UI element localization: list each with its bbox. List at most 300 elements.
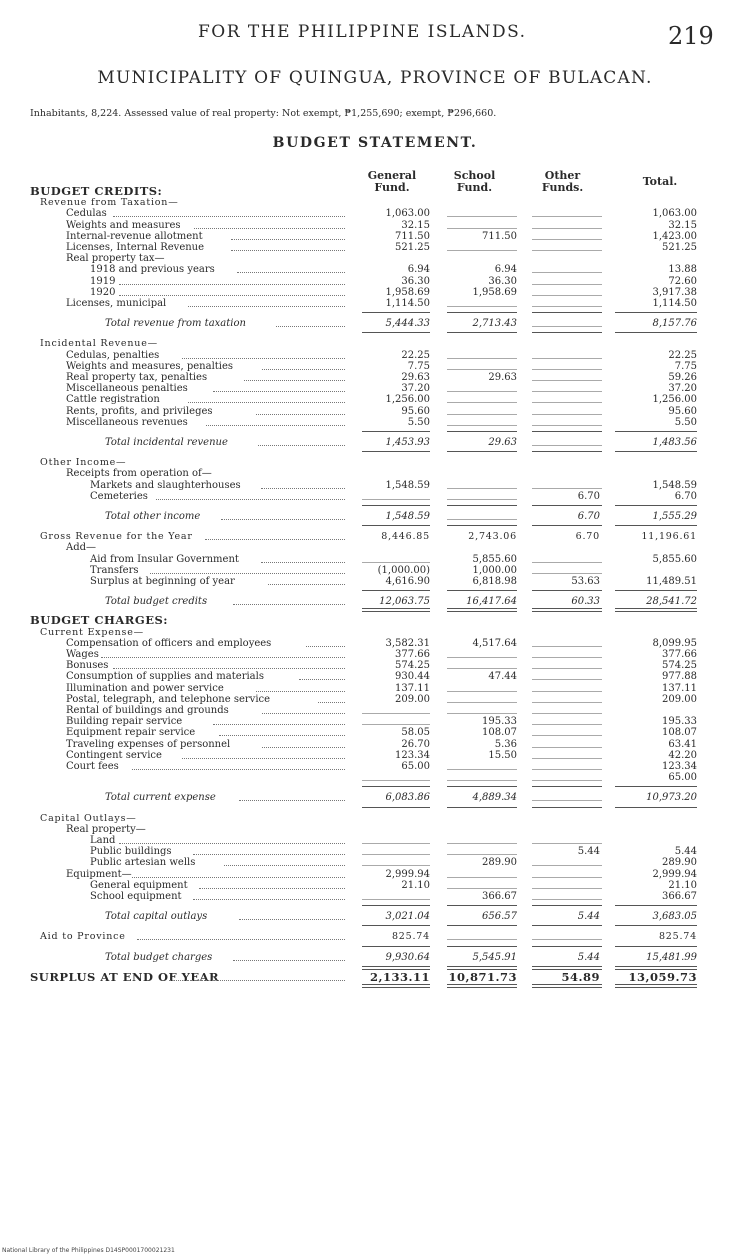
- row-label: Total capital outlays: [105, 911, 208, 923]
- column-rule: [615, 332, 697, 333]
- other-funds-cell: 5.44: [577, 911, 600, 923]
- table-row: [0, 846, 750, 857]
- school-fund-cell: 1,958.69: [472, 286, 517, 298]
- row-label: Transfers: [90, 564, 139, 576]
- table-row: [0, 857, 750, 868]
- school-fund-cell: 195.33: [482, 716, 517, 728]
- total-cell: 37.20: [668, 383, 697, 395]
- general-fund-cell: 8,446.85: [381, 531, 430, 543]
- row-label: Revenue from Taxation—: [40, 197, 179, 209]
- table-row: [0, 627, 750, 638]
- column-rule: [447, 807, 517, 808]
- column-rule: [362, 451, 430, 452]
- blank-entry-line: [532, 668, 602, 669]
- table-row: [0, 727, 750, 738]
- table-row: [0, 350, 750, 361]
- total-cell: 2,999.94: [652, 868, 697, 880]
- table-row: [0, 705, 750, 716]
- table-row: [0, 891, 750, 902]
- table-row: [0, 208, 750, 219]
- col-header-total: Total.: [642, 175, 678, 188]
- row-label: Incidental Revenue—: [40, 338, 158, 350]
- table-row: [0, 298, 750, 309]
- total-cell: 32.15: [668, 219, 697, 231]
- other-funds-cell: 6.70: [575, 531, 600, 543]
- column-rule: [532, 786, 602, 787]
- general-fund-cell: 36.30: [401, 275, 430, 287]
- blank-entry-line: [447, 402, 517, 403]
- table-row: [0, 750, 750, 761]
- total-cell: 1,483.56: [652, 437, 697, 448]
- blank-entry-line: [532, 239, 602, 240]
- row-label: 1918 and previous years: [90, 264, 215, 276]
- blank-entry-line: [447, 691, 517, 692]
- school-fund-cell: 5,855.60: [472, 553, 517, 565]
- general-fund-cell: 1,063.00: [385, 208, 430, 220]
- table-row: [0, 649, 750, 660]
- total-cell: 1,423.00: [652, 230, 697, 242]
- dotted-leader: [239, 919, 345, 920]
- column-rule: [447, 332, 517, 333]
- dotted-leader: [206, 425, 345, 426]
- dotted-leader: [261, 488, 345, 489]
- row-label: 1920: [90, 286, 116, 298]
- dotted-leader: [299, 679, 345, 680]
- page-number: 219: [668, 22, 714, 50]
- table-row: [0, 220, 750, 231]
- dotted-leader: [205, 539, 345, 540]
- row-label: Add—: [66, 542, 97, 554]
- school-fund-cell: 6,818.98: [472, 576, 517, 587]
- table-row: [0, 824, 750, 835]
- column-rule: [362, 431, 430, 432]
- row-label: Land: [90, 835, 116, 846]
- total-cell: 13.88: [668, 264, 697, 276]
- row-label: Contingent service: [66, 749, 162, 761]
- blank-entry-line: [532, 295, 602, 296]
- row-label: Total budget credits: [105, 596, 208, 608]
- blank-entry-line: [447, 702, 517, 703]
- column-rule: [615, 590, 697, 591]
- dotted-leader: [193, 899, 345, 900]
- column-rule: [615, 946, 697, 947]
- column-rule: [447, 312, 517, 313]
- table-row: [0, 565, 750, 576]
- school-fund-cell: 2,713.43: [472, 318, 517, 330]
- total-cell: 8,157.76: [652, 318, 697, 330]
- table-row: [0, 660, 750, 671]
- blank-entry-line: [532, 391, 602, 392]
- blank-entry-line: [447, 713, 517, 714]
- total-cell: 366.67: [662, 891, 697, 902]
- column-rule: [532, 312, 602, 313]
- row-label: Bonuses: [66, 660, 109, 672]
- total-cell: 209.00: [662, 693, 697, 705]
- double-rule: [447, 608, 517, 612]
- dotted-leader: [101, 657, 345, 658]
- table-row: [0, 491, 750, 502]
- blank-entry-line: [532, 747, 602, 748]
- row-label: Licenses, municipal: [66, 298, 167, 309]
- running-title: FOR THE PHILIPPINE ISLANDS.: [198, 22, 527, 42]
- column-rule: [615, 525, 697, 526]
- blank-entry-line: [532, 713, 602, 714]
- general-fund-cell: 37.20: [401, 383, 430, 395]
- table-row: [0, 835, 750, 846]
- table-row: [0, 276, 750, 287]
- blank-entry-line: [447, 228, 517, 229]
- row-label: Cedulas: [66, 208, 107, 220]
- blank-entry-line: [532, 735, 602, 736]
- table-row: [0, 242, 750, 253]
- general-fund-cell: 21.10: [401, 879, 430, 891]
- dotted-leader: [256, 691, 345, 692]
- table-row: [0, 542, 750, 553]
- total-cell: 108.07: [662, 727, 697, 739]
- column-rule: [362, 312, 430, 313]
- row-label: BUDGET CHARGES:: [30, 613, 169, 628]
- school-fund-cell: 289.90: [482, 857, 517, 869]
- total-cell: 195.33: [662, 716, 697, 728]
- blank-entry-line: [532, 865, 602, 866]
- info-line: Inhabitants, 8,224. Assessed value of real property: Not exempt, ₱1,255,690; exempt, ₱296,660.: [30, 108, 497, 119]
- general-fund-cell: 4,616.90: [385, 576, 430, 587]
- other-funds-cell: 5.44: [577, 846, 600, 858]
- general-fund-cell: 6.94: [407, 264, 430, 276]
- blank-entry-line: [362, 724, 430, 725]
- col-header-general: General Fund.: [367, 169, 417, 194]
- column-rule: [532, 946, 602, 947]
- table-row: [0, 511, 750, 522]
- dotted-leader: [233, 604, 345, 605]
- general-fund-cell: 137.11: [395, 682, 430, 694]
- dotted-leader: [193, 854, 345, 855]
- column-rule: [362, 505, 430, 506]
- table-row: [0, 480, 750, 491]
- column-rule: [532, 505, 602, 506]
- column-rule: [447, 905, 517, 906]
- other-funds-cell: 60.33: [571, 596, 600, 608]
- dotted-leader: [156, 499, 345, 500]
- table-row: [0, 417, 750, 428]
- row-label: Surplus at beginning of year: [90, 576, 235, 587]
- row-label: Cedulas, penalties: [66, 349, 160, 361]
- dotted-leader: [132, 769, 345, 770]
- table-row: [0, 287, 750, 298]
- blank-entry-line: [362, 899, 430, 900]
- general-fund-cell: 1,548.59: [385, 479, 430, 491]
- col-header-school: School Fund.: [453, 169, 496, 194]
- table-row: [0, 931, 750, 942]
- page-title: MUNICIPALITY OF QUINGUA, PROVINCE OF BULACAN.: [97, 68, 653, 88]
- general-fund-cell: 6,083.86: [385, 792, 430, 804]
- blank-entry-line: [532, 326, 602, 327]
- dotted-leader: [170, 980, 345, 981]
- school-fund-cell: 108.07: [482, 727, 517, 739]
- dotted-leader: [224, 865, 345, 866]
- blank-entry-line: [447, 843, 517, 844]
- total-cell: 137.11: [662, 682, 697, 694]
- dotted-leader: [262, 713, 345, 714]
- table-row: [0, 554, 750, 565]
- table-row: [0, 318, 750, 329]
- dotted-leader: [119, 843, 345, 844]
- table-row: [0, 406, 750, 417]
- dotted-leader: [119, 295, 345, 296]
- dotted-leader: [256, 414, 345, 415]
- blank-entry-line: [532, 573, 602, 574]
- school-fund-cell: 366.67: [482, 891, 517, 902]
- general-fund-cell: 95.60: [401, 405, 430, 417]
- row-label: Real property—: [66, 823, 146, 835]
- table-row: [0, 911, 750, 922]
- general-fund-cell: 58.05: [401, 727, 430, 739]
- general-fund-cell: 22.25: [401, 349, 430, 361]
- row-label: Total current expense: [105, 792, 216, 804]
- dotted-leader: [231, 250, 345, 251]
- blank-entry-line: [532, 272, 602, 273]
- total-cell: 10,973.20: [646, 792, 697, 804]
- column-rule: [447, 925, 517, 926]
- row-label: Weights and measures, penalties: [66, 360, 234, 372]
- row-label: General equipment: [90, 879, 188, 891]
- blank-entry-line: [447, 216, 517, 217]
- dotted-leader: [261, 562, 345, 563]
- column-rule: [615, 312, 697, 313]
- column-rule: [362, 525, 430, 526]
- general-fund-cell: 29.63: [401, 372, 430, 383]
- row-label: Building repair service: [66, 716, 183, 728]
- row-label: Other Income—: [40, 457, 127, 469]
- column-rule: [532, 451, 602, 452]
- column-rule: [447, 590, 517, 591]
- table-row: [0, 372, 750, 383]
- dotted-leader: [268, 584, 345, 585]
- blank-entry-line: [362, 499, 430, 500]
- column-rule: [447, 451, 517, 452]
- row-label: Internal-revenue allotment: [66, 230, 203, 242]
- row-label: Traveling expenses of personnel: [66, 738, 231, 750]
- column-rule: [532, 590, 602, 591]
- table-row: [0, 683, 750, 694]
- total-cell: 15,481.99: [646, 951, 697, 963]
- total-cell: 95.60: [668, 405, 697, 417]
- column-rule: [615, 505, 697, 506]
- blank-entry-line: [447, 769, 517, 770]
- total-cell: 377.66: [662, 649, 697, 660]
- school-fund-cell: 6.94: [494, 264, 517, 276]
- column-rule: [447, 431, 517, 432]
- dotted-leader: [276, 326, 345, 327]
- table-row: [0, 231, 750, 242]
- blank-entry-line: [532, 445, 602, 446]
- total-cell: 977.88: [662, 671, 697, 683]
- table-row: [0, 457, 750, 468]
- blank-entry-line: [362, 713, 430, 714]
- column-rule: [615, 905, 697, 906]
- row-label: Licenses, Internal Revenue: [66, 242, 205, 253]
- school-fund-cell: 2,743.06: [468, 531, 517, 543]
- school-fund-cell: 15.50: [488, 749, 517, 761]
- blank-entry-line: [362, 562, 430, 563]
- total-cell: 65.00: [668, 772, 697, 784]
- school-fund-cell: 5,545.91: [472, 951, 517, 963]
- school-fund-cell: 711.50: [482, 230, 517, 242]
- school-fund-cell: 29.63: [488, 372, 517, 383]
- row-label: Consumption of supplies and materials: [66, 671, 264, 683]
- general-fund-cell: 9,930.64: [385, 951, 430, 963]
- table-row: [0, 716, 750, 727]
- table-row: [0, 361, 750, 372]
- general-fund-cell: 574.25: [395, 660, 430, 672]
- other-funds-cell: 53.63: [571, 576, 600, 587]
- school-fund-cell: 10,871.73: [448, 969, 517, 984]
- total-cell: 825.74: [658, 931, 697, 943]
- blank-entry-line: [532, 724, 602, 725]
- column-rule: [532, 905, 602, 906]
- blank-entry-line: [447, 250, 517, 251]
- table-row: [0, 869, 750, 880]
- blank-entry-line: [532, 414, 602, 415]
- total-cell: 521.25: [662, 242, 697, 253]
- general-fund-cell: 825.74: [391, 931, 430, 943]
- row-label: Total budget charges: [105, 951, 213, 963]
- total-cell: 7.75: [674, 360, 697, 372]
- dotted-leader: [306, 646, 345, 647]
- table-row: [0, 253, 750, 264]
- blank-entry-line: [447, 877, 517, 878]
- blank-entry-line: [532, 769, 602, 770]
- row-label: Capital Outlays—: [40, 812, 137, 824]
- blank-entry-line: [532, 284, 602, 285]
- other-funds-cell: 6.70: [577, 511, 600, 522]
- other-funds-cell: 5.44: [577, 951, 600, 963]
- row-label: Equipment—: [66, 868, 132, 880]
- double-rule: [447, 984, 517, 988]
- blank-entry-line: [532, 939, 602, 940]
- row-label: Illumination and power service: [66, 682, 224, 694]
- total-cell: 63.41: [668, 738, 697, 750]
- total-cell: 21.10: [668, 879, 697, 891]
- dotted-leader: [233, 960, 345, 961]
- table-row: [0, 969, 750, 984]
- column-rule: [532, 332, 602, 333]
- table-row: [0, 813, 750, 824]
- dotted-leader: [318, 702, 345, 703]
- table-row: [0, 596, 750, 607]
- column-rule: [362, 332, 430, 333]
- general-fund-cell: 930.44: [395, 671, 430, 683]
- blank-entry-line: [532, 679, 602, 680]
- column-rule: [362, 925, 430, 926]
- footer-credit: National Library of the Philippines D14SP0001700021231: [2, 1247, 175, 1254]
- dotted-leader: [219, 735, 345, 736]
- row-label: School equipment: [90, 891, 182, 902]
- double-rule: [362, 984, 430, 988]
- total-cell: 1,555.29: [652, 511, 697, 522]
- dotted-leader: [132, 877, 345, 878]
- general-fund-cell: (1,000.00): [377, 564, 430, 576]
- blank-entry-line: [447, 414, 517, 415]
- blank-entry-line: [532, 780, 602, 781]
- row-label: Postal, telegraph, and telephone service: [66, 693, 271, 705]
- double-rule: [532, 608, 602, 612]
- total-cell: 1,063.00: [652, 208, 697, 220]
- table-row: [0, 437, 750, 448]
- dotted-leader: [150, 573, 345, 574]
- row-label: Cattle registration: [66, 394, 160, 406]
- row-label: Aid to Province: [40, 931, 126, 943]
- general-fund-cell: 5.50: [407, 416, 430, 428]
- general-fund-cell: 377.66: [395, 649, 430, 660]
- row-label: Rental of buildings and grounds: [66, 705, 229, 716]
- blank-entry-line: [532, 216, 602, 217]
- blank-entry-line: [532, 488, 602, 489]
- school-fund-cell: 4,517.64: [472, 637, 517, 649]
- blank-entry-line: [447, 391, 517, 392]
- blank-entry-line: [362, 780, 430, 781]
- blank-entry-line: [447, 668, 517, 669]
- row-label: Court fees: [66, 761, 119, 772]
- general-fund-cell: 2,133.11: [369, 969, 430, 984]
- general-fund-cell: 5,444.33: [385, 318, 430, 330]
- table-row: [0, 186, 750, 197]
- row-label: Total revenue from taxation: [105, 318, 246, 330]
- column-rule: [615, 451, 697, 452]
- general-fund-cell: 3,021.04: [385, 911, 430, 923]
- table-row: [0, 383, 750, 394]
- general-fund-cell: 521.25: [395, 242, 430, 253]
- blank-entry-line: [532, 899, 602, 900]
- row-label: Weights and measures: [66, 219, 181, 231]
- school-fund-cell: 29.63: [488, 437, 517, 448]
- column-rule: [447, 946, 517, 947]
- row-label: Aid from Insular Government: [90, 553, 239, 565]
- dotted-leader: [262, 369, 345, 370]
- total-cell: 123.34: [662, 761, 697, 772]
- blank-entry-line: [532, 758, 602, 759]
- row-label: Receipts from operation of—: [66, 468, 212, 480]
- total-cell: 13,059.73: [628, 969, 697, 984]
- blank-entry-line: [532, 402, 602, 403]
- double-rule: [615, 984, 697, 988]
- blank-entry-line: [532, 306, 602, 307]
- blank-entry-line: [362, 865, 430, 866]
- blank-entry-line: [447, 519, 517, 520]
- total-cell: 1,114.50: [652, 298, 697, 309]
- column-rule: [362, 807, 430, 808]
- row-label: Miscellaneous revenues: [66, 416, 188, 428]
- double-rule: [532, 984, 602, 988]
- dotted-leader: [231, 239, 345, 240]
- row-label: Miscellaneous penalties: [66, 383, 188, 395]
- dotted-leader: [188, 306, 345, 307]
- total-cell: 6.70: [674, 490, 697, 502]
- general-fund-cell: 65.00: [401, 761, 430, 772]
- table-row: [0, 952, 750, 963]
- column-rule: [532, 525, 602, 526]
- blank-entry-line: [532, 691, 602, 692]
- total-cell: 11,489.51: [646, 576, 697, 587]
- total-cell: 22.25: [668, 349, 697, 361]
- school-fund-cell: 1,000.00: [472, 564, 517, 576]
- blank-entry-line: [447, 358, 517, 359]
- total-cell: 3,683.05: [652, 911, 697, 923]
- table-row: [0, 739, 750, 750]
- blank-entry-line: [447, 306, 517, 307]
- row-label: SURPLUS AT END OF YEAR: [30, 969, 220, 984]
- table-row: [0, 615, 750, 626]
